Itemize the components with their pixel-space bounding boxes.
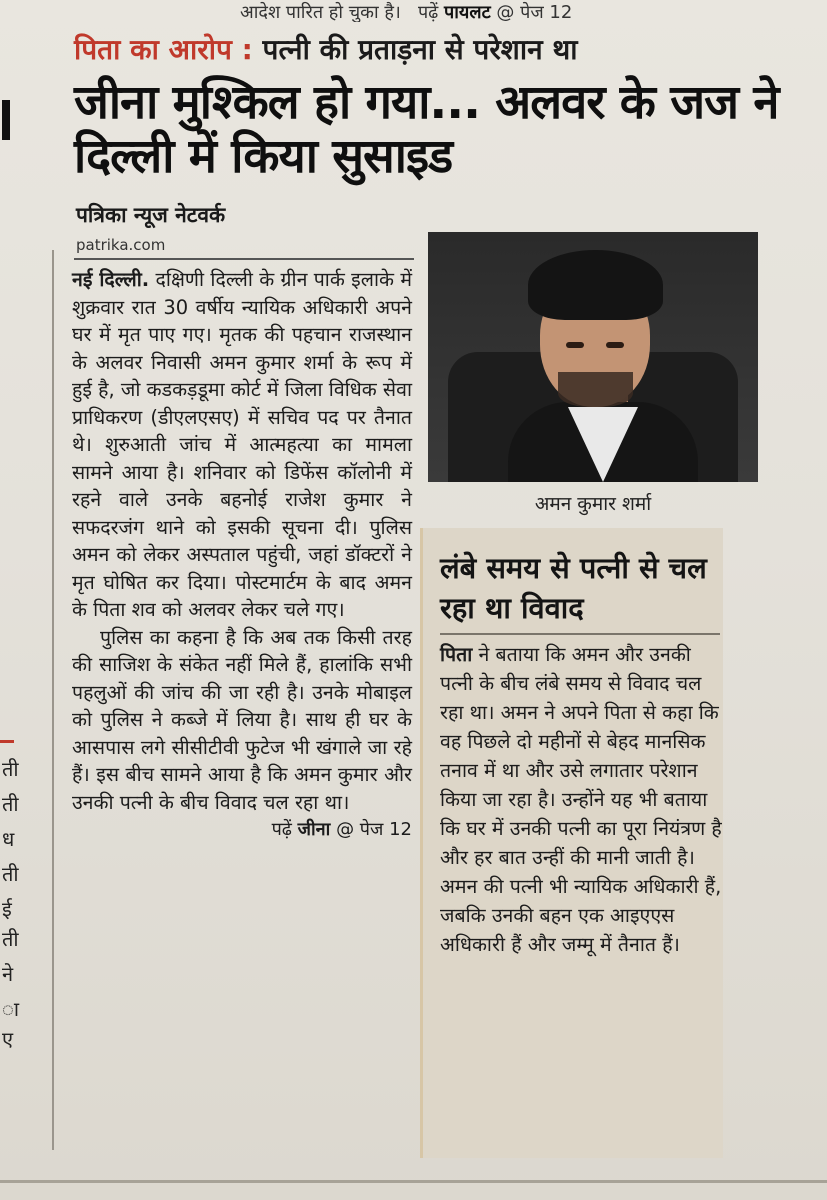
adjacent-fragment: ती (2, 792, 19, 816)
photo-eye (566, 342, 584, 348)
photo-eye (606, 342, 624, 348)
kicker-label: पिता का आरोप : (74, 33, 253, 66)
top-jump-page: @ पेज 12 (496, 2, 573, 22)
sidebar-body: ने बताया कि अमन और उनकी पत्नी के बीच लंबे समय से विवाद चल रहा था। अमन ने अपने पिता से कहा कि वह पिछले दो महीनों से बेहद मानसिक तनाव में था और उसे लगातार परेशान किया जा रहा है। उन्होंने यह भी बताया कि घर में उनकी पत्नी का पूरा नियंत्रण है और हर बात उन्हीं की मानी जाती है। अमन की पत्नी भी न्यायिक अधिकारी हैं, जबकि उनकी बहन एक आइएएस अधिकारी हैं और जम्मू में तैनात हैं। (440, 643, 722, 956)
adjacent-fragment: ती (2, 757, 19, 781)
byline: पत्रिका न्यूज नेटवर्क (76, 203, 226, 227)
article-paragraph (72, 266, 412, 624)
adjacent-fragment: ई (2, 897, 12, 921)
adjacent-fragment: ती (2, 862, 19, 886)
column-rule (52, 250, 54, 1150)
bottom-rule (0, 1180, 827, 1183)
photo-caption: अमन कुमार शर्मा (534, 493, 652, 515)
sidebar-heading: लंबे समय से पत्नी से चल रहा था विवाद (440, 551, 707, 625)
sidebar-text (440, 640, 722, 959)
portrait-photo (428, 232, 758, 482)
article-paragraph (72, 624, 412, 840)
jump-word: जीना (297, 819, 331, 840)
sidebar-lead: पिता (440, 643, 473, 666)
jump-prefix: पढ़ें (271, 819, 292, 840)
kicker-text: पत्नी की प्रताड़ना से परेशान था (262, 33, 578, 66)
continued-jump (244, 816, 412, 844)
header-rule (74, 258, 414, 260)
site-url: patrika.com (76, 236, 166, 254)
article-para-1: दक्षिणी दिल्ली के ग्रीन पार्क इलाके में शुक्रवार रात 30 वर्षीय न्यायिक अधिकारी अपने घर में मृत पाए गए। मृतक की पहचान राजस्थान के अलवर निवासी अमन कुमार शर्मा के रूप में हुई है, जो कडकड़डूमा कोर्ट में जिला विधिक सेवा प्राधिकरण (डीएलएसए) में सचिव पद पर तैनात थे। शुरुआती जांच में आत्महत्या का मामला सामने आया है। शनिवार को डिफेंस कॉलोनी में रहने वाले उनके बहनोई राजेश कुमार ने सफदरजंग थाने को इसकी सूचना दी। पुलिस अमन को लेकर अस्पताल पहुंची, जहां डॉक्टरों ने मृत घोषित कर दिया। पोस्टमार्टम के बाद अमन के पिता शव को अलवर लेकर चले गए। (72, 268, 412, 621)
adjacent-fragment: ती (2, 927, 19, 951)
adjacent-column-dash (0, 740, 14, 743)
kicker (74, 30, 578, 68)
top-jump-word: पायलट (444, 2, 491, 22)
dateline: नई दिल्ली. (72, 268, 150, 291)
headline: जीना मुश्किल हो गया... अलवर के जज ने दिल्ली में किया सुसाइड (74, 75, 779, 184)
adjacent-fragment: ए (2, 1027, 14, 1051)
article-para-2: पुलिस का कहना है कि अब तक किसी तरह की साजिश के संकेत नहीं मिले हैं, हालांकि सभी पहलुओं की जांच की जा रही है। उनके मोबाइल को पुलिस ने कब्जे में लिया है। साथ ही घर के आसपास लगे सीसीटीवी फुटेज भी खंगाले जा रहे हैं। इस बीच सामने आया है कि अमन कुमार और उनकी पत्नी के बीच विवाद चल रहा था। (72, 625, 412, 814)
adjacent-column (0, 0, 58, 1200)
top-jump-prefix: पढ़ें (417, 2, 439, 22)
sidebar-rule (440, 633, 720, 635)
article-body (72, 266, 412, 844)
adjacent-column-glyph (2, 100, 10, 140)
top-strip (240, 0, 820, 22)
top-strip-text: आदेश पारित हो चुका है। (240, 2, 401, 22)
adjacent-fragment: ने (2, 962, 14, 986)
jump-page: @ पेज 12 (336, 819, 412, 840)
photo-beard (558, 372, 633, 407)
adjacent-fragment: ा (2, 997, 20, 1021)
adjacent-fragment: ध (2, 827, 15, 851)
photo-hair (528, 250, 663, 320)
